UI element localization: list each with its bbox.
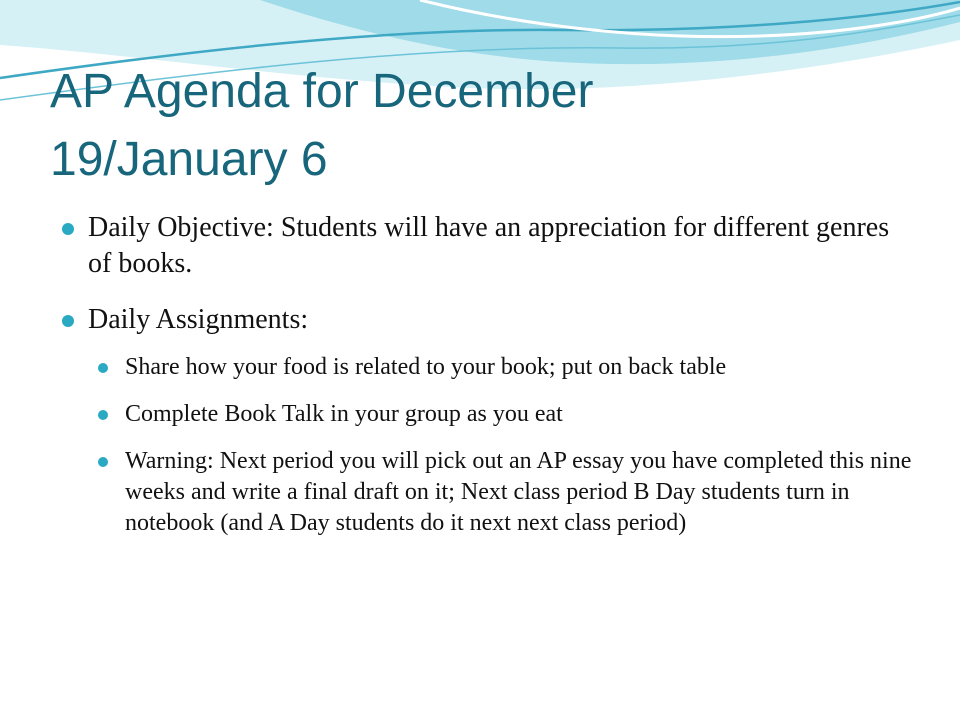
bullet-dot-icon — [98, 410, 108, 420]
slide-title-line-1: AP Agenda for December — [50, 65, 594, 118]
bullet-dot-icon — [98, 457, 108, 467]
sub-bullet-text: Complete Book Talk in your group as you eat — [125, 401, 563, 427]
bullet-text: Daily Assignments: — [88, 304, 309, 335]
bullet-daily-assignments — [58, 302, 918, 338]
sub-bullet-text: Share how your food is related to your book; put on back table — [125, 354, 727, 380]
sub-bullet-warning — [95, 446, 918, 539]
slide-content — [58, 210, 918, 555]
sub-bullet-book-talk — [95, 399, 918, 430]
bullet-dot-icon — [62, 223, 74, 235]
sub-bullet-text: Warning: Next period you will pick out an AP essay you have completed this nine weeks and write a final draft on it; Next class period B Day students turn in notebook (and A Day students do it next next class period) — [125, 448, 912, 536]
slide-title — [50, 58, 910, 194]
bullet-dot-icon — [98, 363, 108, 373]
sub-bullet-share-food — [95, 352, 918, 383]
slide-title-line-2: 19/January 6 — [50, 133, 328, 186]
bullet-text: Daily Objective: Students will have an appreciation for different genres of books. — [88, 212, 890, 279]
bullet-dot-icon — [62, 315, 74, 327]
bullet-daily-objective — [58, 210, 918, 282]
